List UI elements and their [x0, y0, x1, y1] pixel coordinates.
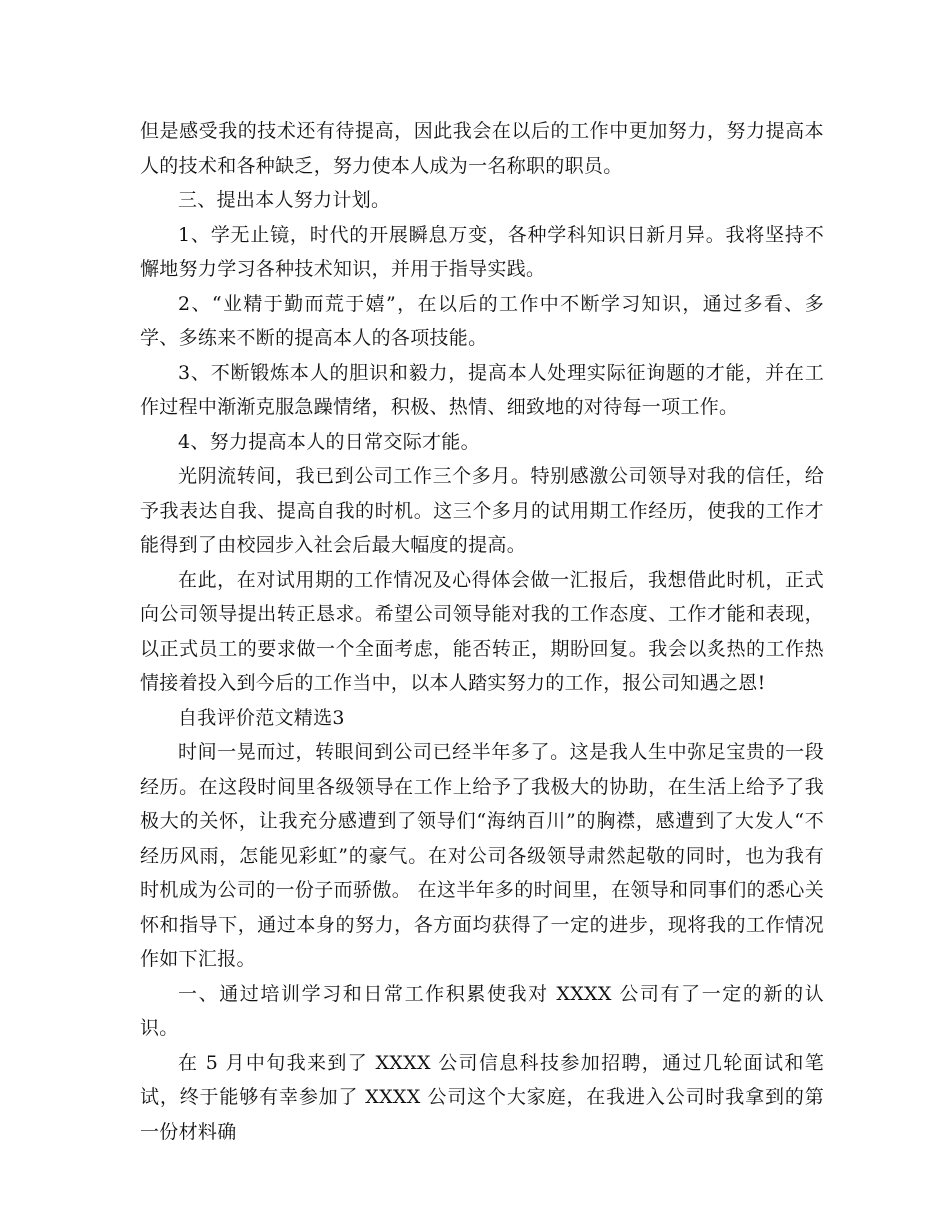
plan-item-3: 3、不断锻炼本人的胆识和毅力，提高本人处理实际征询题的才能，并在工作过程中渐渐克服急躁情绪，积极、热情、细致地的对待每一项工作。: [140, 361, 824, 418]
section-title-sample-3: 自我评价范文精选3: [178, 706, 345, 729]
plan-item-1: 1、学无止镜，时代的开展瞬息万变，各种学科知识日新月异。我将坚持不懈地努力学习各种技术知识，并用于指导实践。: [140, 223, 824, 280]
plan-item-2: 2、“业精于勤而荒于嬉”，在以后的工作中不断学习知识，通过多看、多学、多练来不断的提高本人的各项技能。: [140, 292, 824, 349]
paragraph-intro: 时间一晃而过，转眼间到公司已经半年多了。这是我人生中弥足宝贵的一段经历。在这段时间里各级领导在工作上给予了我极大的协助，在生活上给予了我极大的关怀，让我充分感遭到了领导们“海纳百川”的胸襟，感遭到了大发人“不经历风雨，怎能见彩虹”的豪气。在对公司各级领导肃然起敬的同时，也为我有时机成为公司的一份子而骄傲。 在这半年多的时间里，在领导和同事们的悉心关怀和指导下，通过本身的努力，各方面均获得了一定的进步，现将我的工作情况作如下汇报。: [140, 741, 824, 970]
paragraph-continuation: 但是感受我的技术还有待提高，因此我会在以后的工作中更加努力，努力提高本人的技术和各种缺乏，努力使本人成为一名称职的职员。: [140, 120, 824, 177]
plan-item-4: 4、努力提高本人的日常交际才能。: [178, 430, 480, 453]
paragraph-recruitment: 在 5 月中旬我来到了 XXXX 公司信息科技参加招聘，通过几轮面试和笔试，终于能够有幸参加了 XXXX 公司这个大家庭，在我进入公司时我拿到的第一份材料确: [140, 1051, 824, 1143]
paragraph-summary: 光阴流转间，我已到公司工作三个多月。特别感激公司领导对我的信任，给予我表达自我、提高自我的时机。这三个多月的试用期工作经历，使我的工作才能得到了由校园步入社会后最大幅度的提高。: [140, 465, 824, 556]
section-heading-plan: 三、提出本人努力计划。: [178, 189, 391, 211]
document-body: [140, 114, 824, 1149]
section-heading-training: 一、通过培训学习和日常工作积累使我对 XXXX 公司有了一定的新的认识。: [140, 982, 824, 1039]
paragraph-request: 在此，在对试用期的工作情况及心得体会做一汇报后，我想借此时机，正式向公司领导提出转正恳求。希望公司领导能对我的工作态度、工作才能和表现，以正式员工的要求做一个全面考虑，能否转正，期盼回复。我会以炙热的工作热情接着投入到今后的工作当中，以本人踏实努力的工作，报公司知遇之恩!: [140, 568, 824, 694]
